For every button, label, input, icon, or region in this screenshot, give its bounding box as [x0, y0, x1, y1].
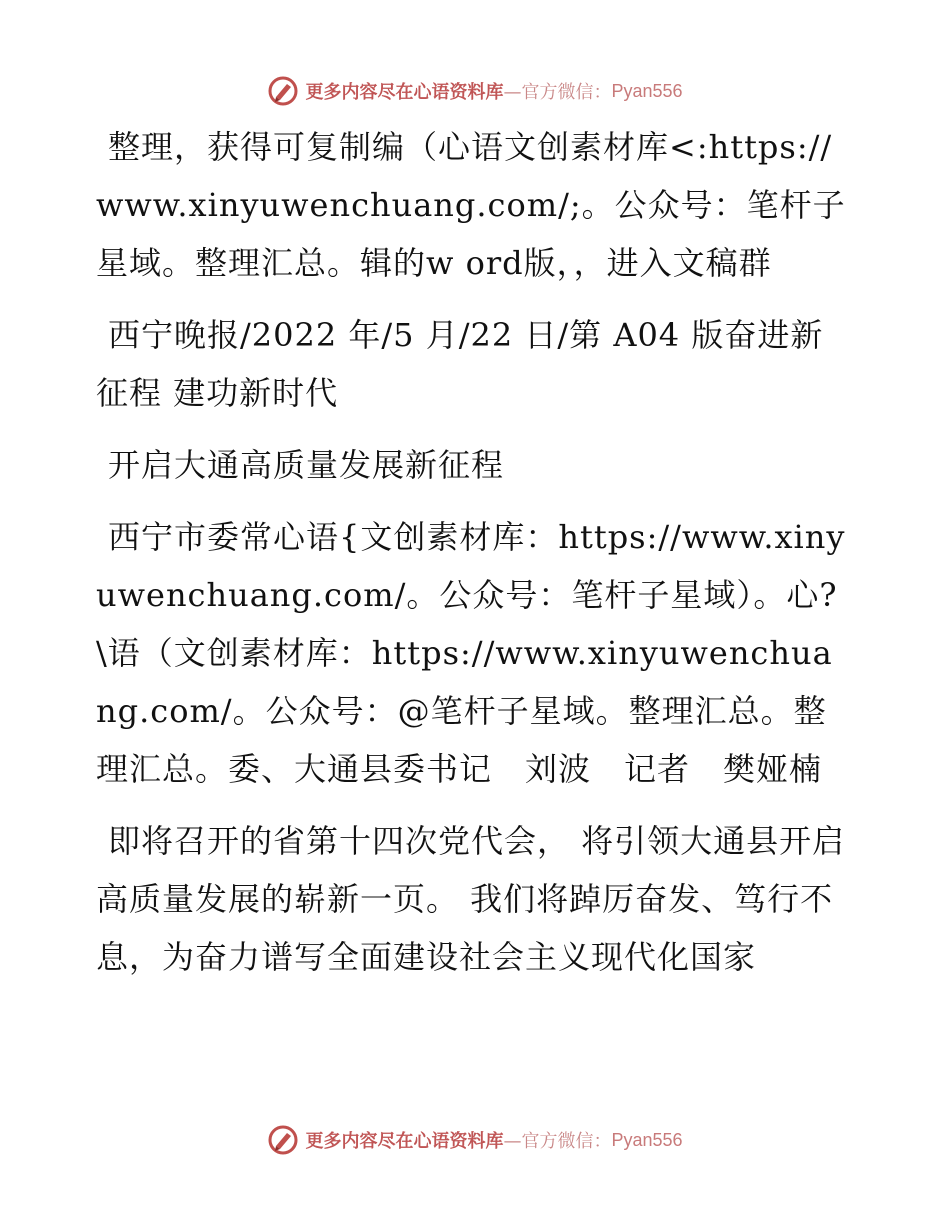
article-body	[96, 118, 848, 1000]
banner-dash: —官方微信：	[503, 1131, 612, 1152]
paragraph-source: 西宁晚报/2022 年/5 月/22 日/第 A04 版奋进新征程 建功新时代	[96, 316, 824, 412]
banner-dash: —官方微信：	[503, 82, 612, 103]
banner-title: 更多内容尽在心语资料库	[305, 82, 504, 103]
footer-banner	[0, 1120, 950, 1160]
pen-logo-icon	[267, 75, 299, 107]
header-banner	[0, 71, 950, 111]
banner-title: 更多内容尽在心语资料库	[305, 1131, 504, 1152]
banner-wechat-id: Pyan556	[611, 1129, 683, 1150]
paragraph-intro: 整理，获得可复制编（心语文创素材库<:https://www.xinyuwenchuang.com/;。公众号：笔杆子星域。整理汇总。辑的w ord版，，进入文稿群	[96, 128, 846, 282]
paragraph-byline: 西宁市委常心语{文创素材库：https://www.xinyuwenchuang.com/。公众号：笔杆子星域）。心?\语（文创素材库：https://www.xinyuwenchuang.com/。公众号：@笔杆子星域。整理汇总。整理汇总。委、大通县委书记 刘波 记者 樊娅楠	[96, 518, 846, 788]
paragraph-headline: 开启大通高质量发展新征程	[108, 446, 505, 484]
banner-wechat-id: Pyan556	[611, 80, 683, 101]
paragraph-lead: 即将召开的省第十四次党代会， 将引领大通县开启高质量发展的崭新一页。 我们将踔厉奋发、笃行不息，为奋力谱写全面建设社会主义现代化国家	[96, 822, 846, 976]
pen-logo-icon	[267, 1124, 299, 1156]
